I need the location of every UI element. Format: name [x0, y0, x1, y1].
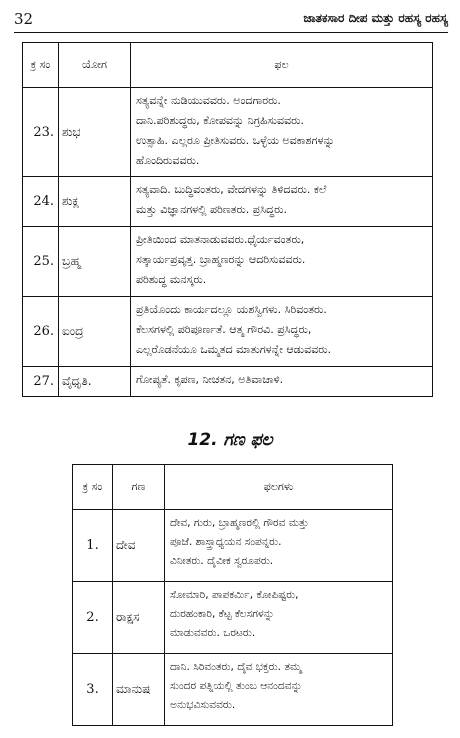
- table-header-row: [23, 43, 433, 88]
- table-row: [73, 510, 393, 582]
- result-line: ದಾನಿ. ಸಿರಿವಂತರು, ದೈವ ಭಕ್ತರು. ತಮ್ಮ: [170, 661, 302, 673]
- row-name: ಬ್ರಹ್ಮ: [59, 227, 131, 297]
- column-header-serial: ಕ್ರ ಸಂ: [23, 43, 59, 88]
- section-heading: 12. ಗಣ ಫಲ: [187, 430, 273, 450]
- row-result: [165, 582, 393, 654]
- row-name: ಮಾನುಷ: [113, 654, 165, 726]
- result-line: ಅನುಭವಿಸುವವರು.: [170, 699, 236, 711]
- row-number: 1.: [73, 510, 113, 582]
- row-number: 26.: [23, 297, 59, 367]
- column-header-result: ಫಲ: [131, 43, 433, 88]
- result-line: ಪ್ರೀತಿಯಿಂದ ಮಾತನಾಡುವವರು.ಧೈರ್ಯವಂತರು,: [136, 233, 305, 246]
- row-number: 27.: [23, 367, 59, 397]
- row-result: [131, 88, 433, 177]
- page-header: [14, 10, 448, 33]
- result-line: ಕೆಲಸಗಳಲ್ಲಿ ಪರಿಪೂರ್ಣತೆ. ಆತ್ಮ ಗೌರವಿ. ಪ್ರಸಿದ್ಧರು,: [136, 323, 312, 336]
- result-line: ದುರಹಂಕಾರಿ, ಕೆಟ್ಟ ಕೆಲಸಗಳನ್ನು: [170, 608, 275, 620]
- result-line: ಹೊಂದಿರುವವರು.: [136, 154, 200, 167]
- table-header-row: [73, 465, 393, 510]
- result-line: ಸೋಮಾರಿ, ಪಾಪಕರ್ಮಿ, ಕೋಪಿಷ್ಟರು,: [170, 589, 299, 601]
- gana-results-table: [72, 464, 393, 726]
- column-header-yoga: ಯೋಗ: [59, 43, 131, 88]
- row-result: [131, 367, 433, 397]
- result-line: ವಿನೀತರು. ದೈವೀಕ ಸ್ವರೂಪರು.: [170, 555, 274, 567]
- result-line: ಸುಂದರ ಪತ್ನಿಯಲ್ಲಿ ತುಂಬ ಆನಂದವನ್ನು: [170, 680, 303, 692]
- row-number: 3.: [73, 654, 113, 726]
- yoga-results-table: [22, 42, 433, 397]
- row-number: 2.: [73, 582, 113, 654]
- result-line: ಸತ್ಯವನ್ನೇ ನುಡಿಯುವವರು. ಅಂದಗಾರರು.: [136, 94, 281, 107]
- row-result: [165, 654, 393, 726]
- result-line: ಗೋಪ್ಯತೆ. ಕೃಪಣ, ನೀಚತನ, ಅತಿವಾಚಾಳಿ.: [136, 373, 284, 386]
- table-row: [23, 297, 433, 367]
- table-row: [23, 367, 433, 397]
- row-number: 23.: [23, 88, 59, 177]
- result-line: ಮಾಡುವವರು. ಒರಟರು.: [170, 627, 256, 639]
- row-name: ವೈಧೃತಿ.: [59, 367, 131, 397]
- column-header-gana: ಗಣ: [113, 465, 165, 510]
- result-line: ಮತ್ತು ವಿಜ್ಞಾನಗಳಲ್ಲಿ ಪರಿಣತರು. ಪ್ರಸಿದ್ಧರು.: [136, 203, 287, 216]
- column-header-results: ಫಲಗಳು: [165, 465, 393, 510]
- result-line: ದಾನಿ.ಪರಿಶುದ್ಧರು, ಕೋಪವನ್ನು ನಿಗ್ರಹಿಸುವವರು.: [136, 114, 304, 127]
- result-line: ಪರಿಶುದ್ಧ ಮನಸ್ಕರು.: [136, 273, 207, 286]
- table-row: [23, 227, 433, 297]
- row-result: [165, 510, 393, 582]
- row-number: 24.: [23, 177, 59, 227]
- row-result: [131, 227, 433, 297]
- table-row: [73, 582, 393, 654]
- row-name: ದೇವ: [113, 510, 165, 582]
- running-title: ಜಾತಕಸಾರ ದೀಪ ಮತ್ತು ರಹಸ್ಯ ರಹಸ್ಯ: [303, 11, 448, 25]
- result-line: ಪೂಜೆ. ಶಾಸ್ತ್ರಾಧ್ಯಯನ ಸಂಪನ್ನರು.: [170, 536, 282, 548]
- row-result: [131, 177, 433, 227]
- result-line: ಉತ್ಸಾಹಿ. ಎಲ್ಲರೂ ಪ್ರೀತಿಸುವರು. ಒಳ್ಳೆಯ ಅವಕಾಶಗಳನ್ನು: [136, 134, 335, 147]
- table-row: [23, 177, 433, 227]
- result-line: ಪ್ರತಿಯೊಂದು ಕಾರ್ಯದಲ್ಲೂ ಯಶಸ್ವಿಗಳು. ಸಿರಿವಂತರು.: [136, 303, 327, 316]
- row-name: ಐಂದ್ರ: [59, 297, 131, 367]
- result-line: ಎಲ್ಲರೊಡನೆಯೂ ಒಮ್ಮತದ ಮಾತುಗಳನ್ನೇ ಆಡುವವರು.: [136, 343, 332, 356]
- row-name: ರಾಕ್ಷಸ: [113, 582, 165, 654]
- column-header-serial: ಕ್ರ ಸಂ: [73, 465, 113, 510]
- page-number: 32: [14, 10, 34, 28]
- row-result: [131, 297, 433, 367]
- result-line: ದೇವ, ಗುರು, ಬ್ರಾಹ್ಮಣರಲ್ಲಿ ಗೌರವ ಮತ್ತು: [170, 517, 309, 529]
- row-number: 25.: [23, 227, 59, 297]
- row-name: ಶುಕ್ಲ: [59, 177, 131, 227]
- result-line: ಸತ್ಕಾರ್ಯಪ್ರವೃತ್ತ. ಬ್ರಾಹ್ಮಣರನ್ನು ಆದರಿಸುವವರು.: [136, 253, 306, 266]
- result-line: ಸತ್ಯವಾದಿ. ಬುದ್ಧಿವಂತರು, ವೇದಗಳನ್ನು ತಿಳಿದವರು. ಕಲೆ: [136, 183, 327, 196]
- row-name: ಶುಭ: [59, 88, 131, 177]
- table-row: [23, 88, 433, 177]
- table-row: [73, 654, 393, 726]
